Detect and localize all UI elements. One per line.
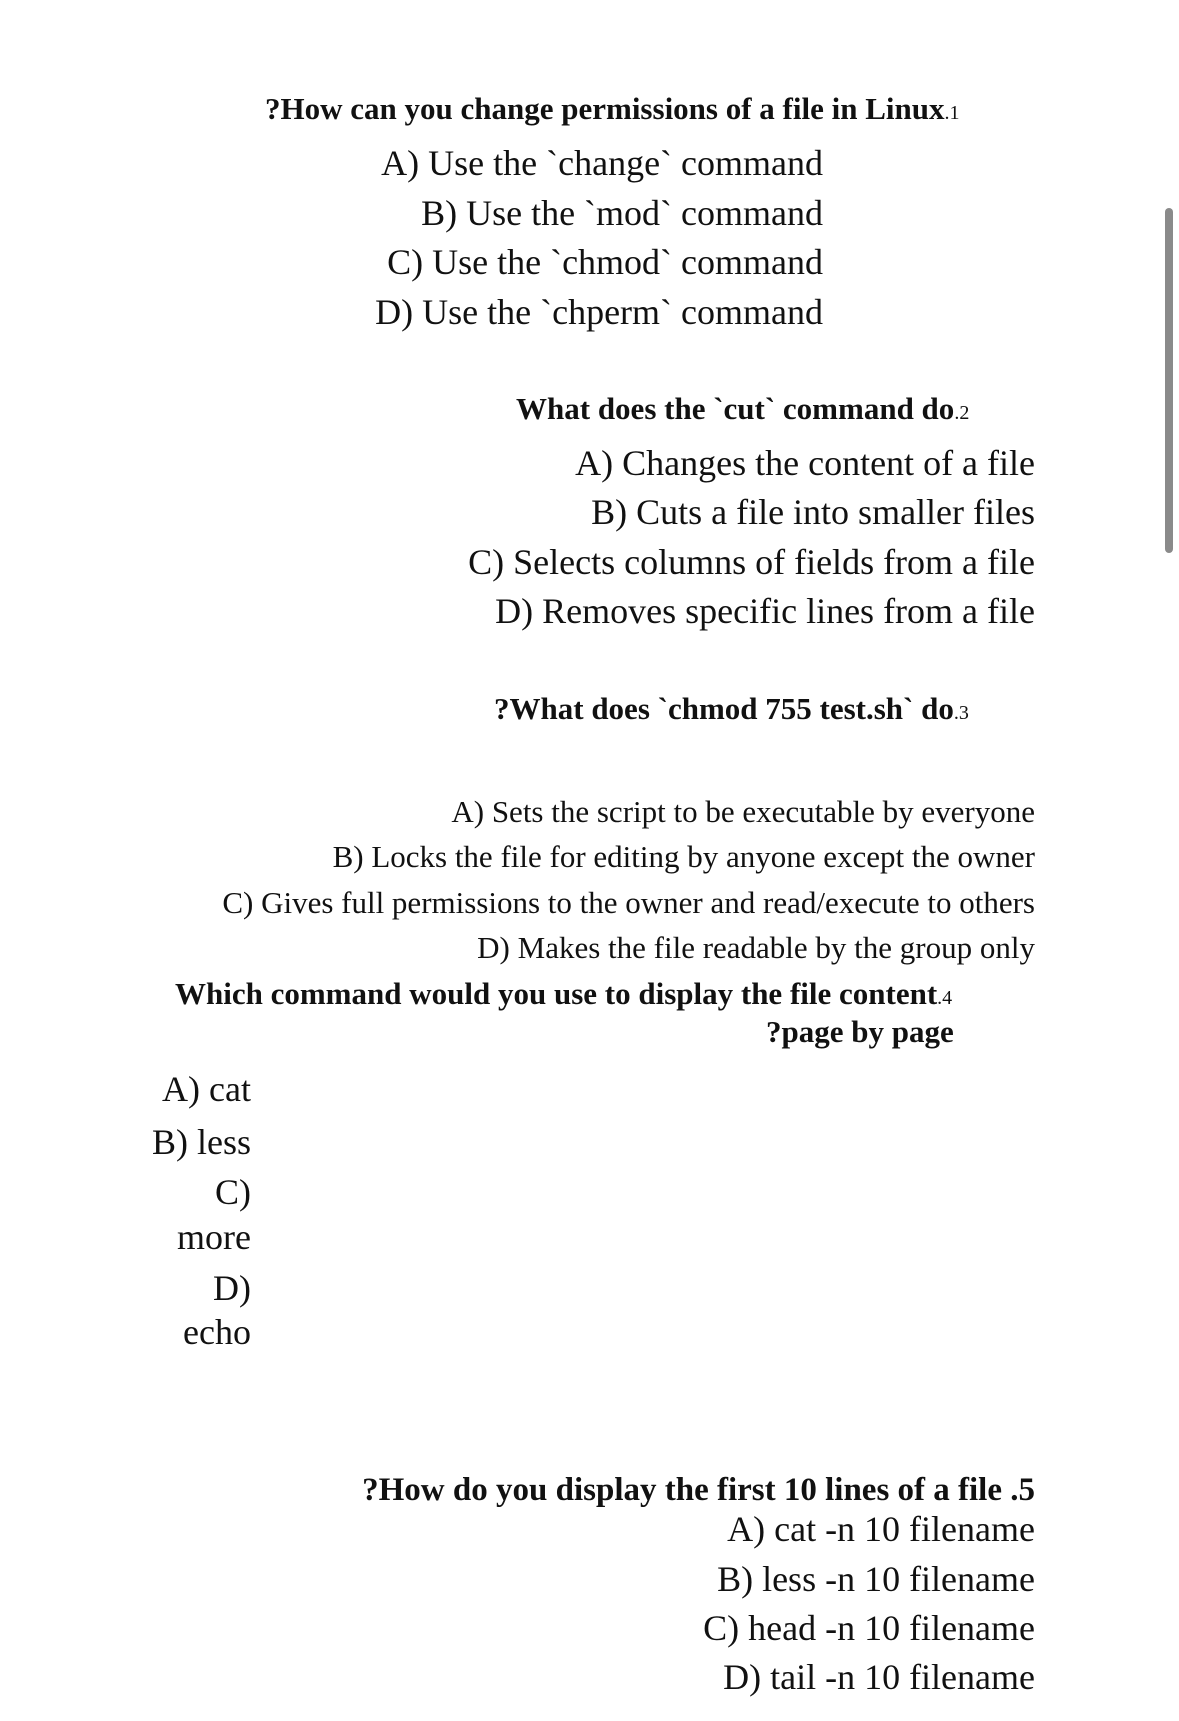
question-1-option-d: D) Use the `chperm` command (375, 292, 823, 332)
question-3-option-a: A) Sets the script to be executable by everyone (451, 794, 1035, 829)
question-3-text: ?What does `chmod 755 test.sh` do.3 (494, 691, 969, 726)
question-5-option-d: D) tail -n 10 filename (723, 1657, 1035, 1697)
question-2-option-a: A) Changes the content of a file (575, 443, 1035, 483)
question-5-option-c: C) head -n 10 filename (703, 1608, 1035, 1648)
question-5-option-b: B) less -n 10 filename (717, 1559, 1035, 1599)
question-2-text: What does the `cut` command do.2 (516, 391, 970, 426)
question-2-option-b: B) Cuts a file into smaller files (591, 492, 1035, 532)
question-4-text-line2: ?page by page (766, 1014, 954, 1049)
question-1-option-a: A) Use the `change` command (381, 143, 823, 183)
question-4-option-d-text: echo (183, 1312, 251, 1352)
question-4-option-d-label: D) (213, 1268, 251, 1308)
question-4-text-line1: Which command would you use to display the file content.4 (175, 976, 953, 1011)
question-5-text: ?How do you display the first 10 lines of a file .5 (362, 1472, 1035, 1508)
question-2-option-c: C) Selects columns of fields from a file (468, 542, 1035, 582)
question-4-option-b: B) less (152, 1122, 251, 1162)
question-2-option-d: D) Removes specific lines from a file (495, 591, 1035, 631)
question-1-option-b: B) Use the `mod` command (421, 193, 823, 233)
question-3-option-c: C) Gives full permissions to the owner and read/execute to others (222, 885, 1035, 920)
question-3-option-b: B) Locks the file for editing by anyone except the owner (332, 839, 1035, 874)
question-4-option-a: A) cat (162, 1069, 251, 1109)
question-5-option-a: A) cat -n 10 filename (727, 1509, 1035, 1549)
question-3-option-d: D) Makes the file readable by the group only (477, 930, 1035, 965)
question-4-option-c-text: more (177, 1217, 251, 1257)
question-4-option-c-label: C) (215, 1172, 251, 1212)
question-1-option-c: C) Use the `chmod` command (387, 242, 823, 282)
vertical-scrollbar[interactable] (1165, 208, 1173, 553)
question-1-text: ?How can you change permissions of a file in Linux.1 (265, 91, 960, 126)
